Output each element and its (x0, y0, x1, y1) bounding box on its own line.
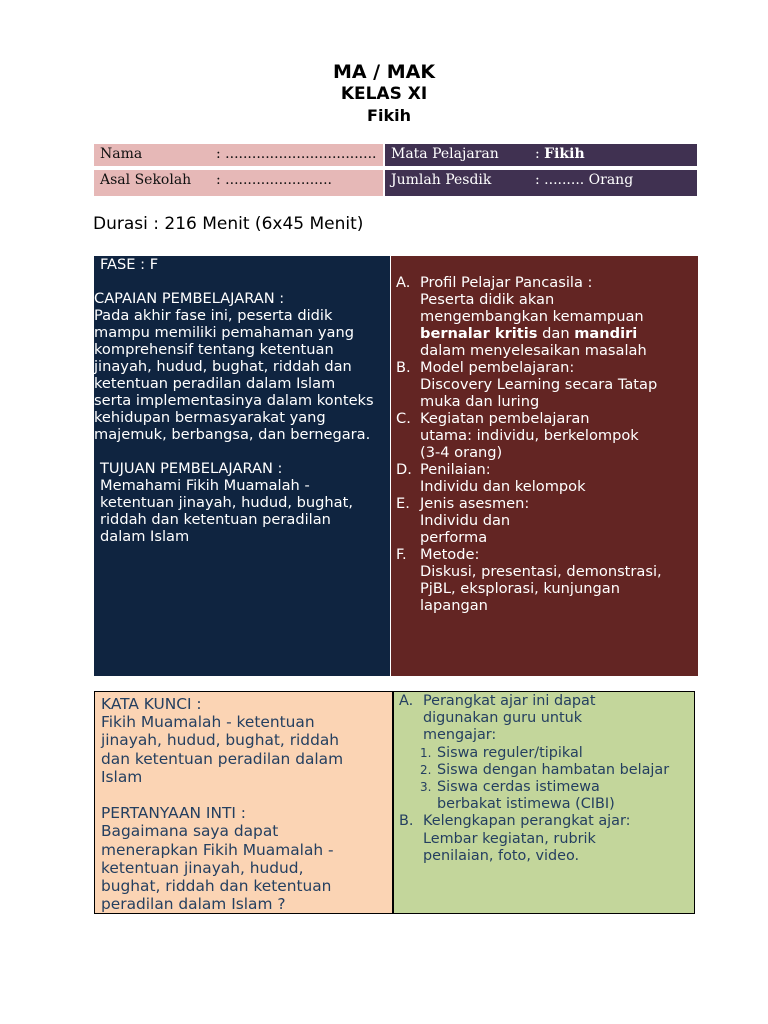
kata-kunci-line: jinayah, hudud, bughat, riddah (101, 731, 340, 750)
metode-title: Metode: (420, 546, 480, 563)
identity-table (94, 144, 697, 196)
capaian-line: majemuk, berbangsa, dan bernegara. (94, 426, 371, 443)
penilaian-line: Individu dan kelompok (420, 478, 586, 495)
sekolah-value: : ........................ (216, 172, 332, 188)
list-marker: A. (396, 274, 411, 291)
doc-class: KELAS XI (340, 84, 428, 104)
sub-marker: 2. (420, 762, 432, 777)
capaian-title: CAPAIAN PEMBELAJARAN : (94, 290, 285, 307)
metode-line: lapangan (420, 597, 488, 614)
pertanyaan-line: peradilan dalam Islam ? (101, 895, 286, 914)
capaian-line: mampu memiliki pemahaman yang (94, 324, 354, 341)
fase-label: FASE : F (100, 256, 159, 273)
perangkat-line: digunakan guru untuk (423, 710, 583, 727)
jumlah-cell (383, 170, 697, 196)
capaian-line: serta implementasinya dalam konteks (94, 392, 374, 409)
tujuan-line: dalam Islam (100, 528, 190, 545)
list-marker: B. (399, 813, 414, 830)
kata-kunci-box (94, 691, 393, 914)
capaian-line: Pada akhir fase ini, peserta didik (94, 307, 333, 324)
perangkat-line: Lembar kegiatan, rubrik (423, 830, 596, 847)
list-marker: E. (396, 495, 410, 512)
list-item-a (396, 274, 696, 359)
list-item-f (396, 546, 696, 614)
bold-text: bernalar kritis (420, 325, 538, 342)
mapel-cell (383, 144, 697, 166)
perangkat-line: penilaian, foto, video. (423, 847, 580, 864)
tujuan-line: riddah dan ketentuan peradilan (100, 511, 331, 528)
pertanyaan-line: bughat, riddah dan ketentuan (101, 877, 332, 896)
sub-item-text: Siswa reguler/tipikal (437, 744, 583, 761)
profil-line-bold (420, 325, 696, 342)
model-line: muka dan luring (420, 393, 540, 410)
pertanyaan-line: ketentuan jinayah, hudud, (101, 858, 304, 877)
mapel-value-group (535, 146, 585, 162)
jumlah-label: Jumlah Pesdik (391, 172, 492, 188)
list-marker: B. (396, 359, 411, 376)
model-title: Model pembelajaran: (420, 359, 575, 376)
capaian-line: ketentuan peradilan dalam Islam (94, 375, 336, 392)
profil-line: mengembangkan kemampuan (420, 308, 644, 325)
list-item-d (396, 461, 696, 495)
profil-line: dalam menyelesaikan masalah (420, 342, 647, 359)
perangkat-item-a (399, 693, 694, 745)
pertanyaan-line: Bagaimana saya dapat (101, 822, 279, 841)
tujuan-line: Memahami Fikih Muamalah - (100, 477, 310, 494)
list-item-e (396, 495, 696, 546)
doc-subject: Fikih (367, 106, 411, 125)
mapel-value: Fikih (544, 146, 585, 162)
mapel-separator: : (535, 146, 540, 162)
model-line: Discovery Learning secara Tatap (420, 376, 658, 393)
metode-line: Diskusi, presentasi, demonstrasi, (420, 563, 662, 580)
kata-kunci-line: Islam (101, 767, 143, 786)
capaian-line: komprehensif tentang ketentuan (94, 341, 334, 358)
nama-label: Nama (100, 146, 143, 162)
profil-line: Peserta didik akan (420, 291, 555, 308)
pertanyaan-line: menerapkan Fikih Muamalah - (101, 840, 334, 859)
document-title-block (0, 60, 768, 126)
perangkat-line: Kelengkapan perangkat ajar: (423, 813, 631, 830)
penilaian-title: Penilaian: (420, 461, 491, 478)
perangkat-item-b (399, 813, 694, 865)
durasi-text: Durasi : 216 Menit (6x45 Menit) (93, 214, 364, 234)
doc-title: MA / MAK (332, 61, 436, 83)
sekolah-cell (94, 170, 383, 196)
identity-row-1 (94, 144, 697, 166)
bold-text: mandiri (574, 325, 638, 342)
nama-cell (94, 144, 383, 166)
jumlah-value: : ......... Orang (535, 172, 634, 188)
list-marker: C. (396, 410, 411, 427)
identity-row-2 (94, 170, 697, 196)
kegiatan-title: Kegiatan pembelajaran (420, 410, 590, 427)
sub-item-text-cont: berbakat istimewa (CIBI) (437, 796, 615, 813)
perangkat-line: Perangkat ajar ini dapat (423, 693, 596, 709)
kata-kunci-title: KATA KUNCI : (101, 695, 202, 713)
sub-item-3 (399, 779, 694, 813)
conjunction-text: dan (537, 325, 575, 342)
list-marker: F. (396, 546, 407, 563)
asesmen-title: Jenis asesmen: (420, 495, 530, 512)
pertanyaan-title: PERTANYAAN INTI : (101, 804, 246, 823)
list-marker: D. (396, 461, 412, 478)
sub-item-2 (399, 762, 694, 779)
tujuan-line: ketentuan jinayah, hudud, bughat, (100, 494, 353, 511)
capaian-line: jinayah, hudud, bughat, riddah dan (94, 358, 352, 375)
perangkat-box (393, 691, 695, 914)
capaian-box (94, 256, 390, 676)
kata-kunci-line: dan ketentuan peradilan dalam (101, 749, 344, 768)
profil-title: Profil Pelajar Pancasila : (420, 274, 593, 291)
list-marker: A. (399, 693, 414, 709)
sub-item-text: Siswa cerdas istimewa (437, 779, 600, 796)
asesmen-line: Individu dan (420, 512, 511, 529)
sub-marker: 1. (420, 745, 432, 760)
profil-list (396, 274, 696, 614)
kegiatan-line: utama: individu, berkelompok (420, 427, 639, 444)
sub-item-text: Siswa dengan hambatan belajar (437, 761, 670, 778)
kegiatan-line: (3-4 orang) (420, 444, 503, 461)
profil-box (391, 256, 698, 676)
nama-value: : .................................. (216, 146, 377, 162)
asesmen-line: performa (420, 529, 488, 546)
list-item-c (396, 410, 696, 461)
kata-kunci-line: Fikih Muamalah - ketentuan (101, 713, 315, 732)
perangkat-line: mengajar: (423, 727, 497, 744)
sub-item-1 (399, 745, 694, 762)
sekolah-label: Asal Sekolah (100, 172, 192, 188)
list-item-b (396, 359, 696, 410)
mapel-label: Mata Pelajaran (391, 146, 499, 162)
tujuan-title: TUJUAN PEMBELAJARAN : (100, 460, 283, 477)
metode-line: PjBL, eksplorasi, kunjungan (420, 580, 620, 597)
capaian-line: kehidupan bermasyarakat yang (94, 409, 326, 426)
sub-marker: 3. (420, 780, 432, 795)
